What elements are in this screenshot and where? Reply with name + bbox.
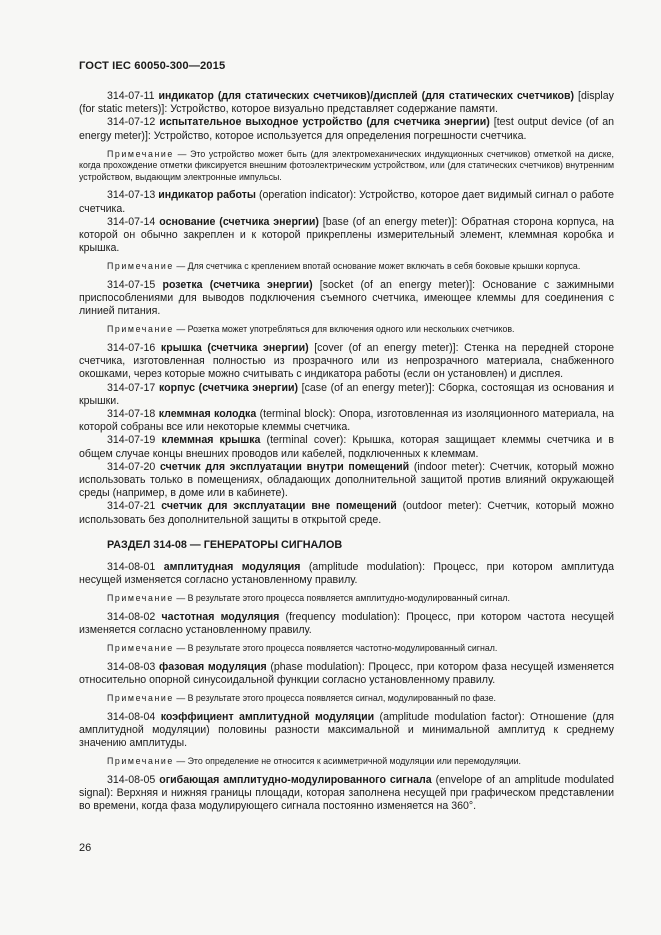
term-entry bbox=[79, 561, 614, 587]
term-name: клеммная колодка bbox=[158, 407, 257, 420]
term-number: 314-07-12 bbox=[107, 116, 156, 129]
term-name: испытательное выходное устройство (для счетчика энергии) bbox=[159, 116, 490, 129]
term-name: корпус (счетчика энергии) bbox=[158, 381, 298, 394]
term-entry bbox=[79, 382, 614, 408]
term-number: 314-08-04 bbox=[107, 710, 156, 723]
term-definition: [test output device (of an energy meter)]: Устройство, которое используется для определения погрешности счетчика. bbox=[79, 116, 614, 142]
term-number: 314-07-17 bbox=[107, 381, 156, 394]
term-entry bbox=[79, 611, 614, 637]
section-title: РАЗДЕЛ 314-08 — ГЕНЕРАТОРЫ СИГНАЛОВ bbox=[107, 538, 343, 551]
note bbox=[79, 643, 614, 655]
page-number: 26 bbox=[79, 842, 92, 854]
term-name: коэффициент амплитудной модуляции bbox=[160, 710, 375, 723]
term-entry bbox=[79, 661, 614, 687]
term-definition: (terminal cover): Крышка, которая защищает клеммы счетчика и в общем случае концы внешних проводов или кабелей, подключенных к клеммам. bbox=[79, 434, 614, 460]
note-label: Примечание bbox=[107, 593, 174, 604]
term-definition: [cover (of an energy meter)]: Стенка на передней стороне счетчика, изготовленная полностью из прозрачного или из непрозрачного материала, снабженного окошками, через которые можно считывать с индикатора работы (если он установлен) и дисплея. bbox=[79, 341, 614, 381]
term-name: клеммная крышка bbox=[161, 434, 261, 447]
term-entry bbox=[79, 774, 614, 814]
note bbox=[79, 756, 614, 768]
term-number: 314-07-13 bbox=[107, 189, 156, 202]
note bbox=[79, 149, 614, 184]
term-definition: [socket (of an energy meter)]: Основание с зажимными приспособлениями для выводов подключения съемного счетчика, имеющее клеммы для соединения с линией питания. bbox=[79, 278, 614, 318]
note bbox=[79, 693, 614, 705]
term-name: счетчик для эксплуатации внутри помещений bbox=[160, 460, 410, 473]
note-label: Примечание bbox=[107, 693, 174, 703]
note-text: — В результате этого процесса появляется частотно-модулированный сигнал. bbox=[173, 643, 498, 654]
note-text: — Для счетчика с креплением впотай основание может включать в себя боковые крышки корпуса. bbox=[173, 261, 581, 272]
note-label: Примечание bbox=[107, 324, 174, 335]
term-definition: (frequency modulation): Процесс, при котором частота несущей изменяется согласно установленному правилу. bbox=[79, 610, 615, 636]
note-label: Примечание bbox=[107, 756, 174, 767]
term-entry bbox=[79, 461, 614, 501]
term-entry bbox=[79, 216, 614, 256]
term-definition: (amplitude modulation): Процесс, при котором амплитуда несущей изменяется согласно установленному правилу. bbox=[79, 560, 615, 586]
term-number: 314-07-11 bbox=[107, 90, 155, 102]
term-number: 314-08-03 bbox=[107, 660, 156, 673]
document-header: ГОСТ IEC 60050-300—2015 bbox=[79, 60, 226, 72]
note-text: — Это устройство может быть (для электромеханических индукционных счетчиков) отметкой на диске, когда прохождение отметки фиксируется внешним фотоэлектрическим устройством, или (для статических счетчиков) внутренним устройством, выдающим электронные импульсы. bbox=[79, 148, 614, 182]
term-number: 314-08-01 bbox=[107, 560, 156, 573]
term-name: частотная модуляция bbox=[161, 610, 280, 623]
term-name: розетка (счетчика энергии) bbox=[162, 278, 313, 291]
note-label: Примечание bbox=[107, 261, 174, 272]
term-name: крышка (счетчика энергии) bbox=[160, 341, 309, 354]
term-entry bbox=[79, 711, 614, 751]
term-number: 314-07-20 bbox=[107, 460, 156, 473]
term-definition: (amplitude modulation factor): Отношение (для амплитудной модуляции) половины разности максимальной и минимальной амплитуд к среднему значению амплитуды. bbox=[79, 710, 614, 749]
document-body bbox=[79, 90, 614, 813]
term-number: 314-07-16 bbox=[107, 341, 156, 354]
note-text: — Это определение не относится к асимметричной модуляции или перемодуляции. bbox=[173, 756, 521, 767]
term-definition: [display (for static meters)]: Устройство, которое визуально представляет содержание памяти. bbox=[79, 90, 614, 116]
term-entry bbox=[79, 116, 614, 142]
term-definition: (envelope of an amplitude modulated signal): Верхняя и нижняя границы площади, которая заполнена несущей при графическом представлении во времени, когда фаза модулирующего сигнала постоянно изменяется на 360°. bbox=[79, 773, 614, 813]
term-definition: (operation indicator): Устройство, которое дает видимый сигнал о работе счетчика. bbox=[79, 189, 614, 215]
term-definition: (outdoor meter): Счетчик, который можно использовать без дополнительной защиты в открытой среде. bbox=[79, 500, 614, 526]
term-number: 314-08-05 bbox=[107, 773, 156, 786]
term-number: 314-07-21 bbox=[107, 500, 156, 513]
note bbox=[79, 261, 614, 273]
term-entry bbox=[79, 279, 614, 319]
term-name: индикатор работы bbox=[158, 189, 256, 202]
term-entry bbox=[79, 342, 614, 382]
term-number: 314-07-19 bbox=[107, 434, 156, 447]
term-definition: (phase modulation): Процесс, при котором фаза несущей изменяется относительно опорной синусоидальной функции согласно установленному правилу. bbox=[79, 660, 614, 686]
note-text: — В результате этого процесса появляется сигнал, модулированный по фазе. bbox=[173, 693, 496, 703]
term-name: амплитудная модуляция bbox=[163, 560, 301, 573]
note-label: Примечание bbox=[107, 643, 174, 654]
term-name: основание (счетчика энергии) bbox=[159, 215, 319, 228]
note bbox=[79, 324, 614, 336]
term-name: счетчик для эксплуатации вне помещений bbox=[161, 500, 397, 513]
note-text: — Розетка может употребляться для включения одного или нескольких счетчиков. bbox=[173, 324, 515, 335]
term-entry bbox=[79, 434, 614, 460]
term-entry bbox=[79, 189, 614, 215]
note-label: Примечание bbox=[107, 148, 174, 159]
term-entry bbox=[79, 90, 614, 116]
term-number: 314-07-15 bbox=[107, 278, 156, 291]
term-number: 314-08-02 bbox=[107, 610, 156, 623]
term-name: индикатор (для статических счетчиков)/дисплей (для статических счетчиков) bbox=[158, 90, 575, 102]
term-entry bbox=[79, 500, 614, 526]
term-number: 314-07-18 bbox=[107, 407, 156, 420]
term-definition: (indoor meter): Счетчик, который можно использовать только в помещениях, обладающих дополнительной защитой против влияний окружающей среды (например, в доме или в кабинете). bbox=[79, 460, 614, 500]
note bbox=[79, 593, 614, 605]
term-definition: (terminal block): Опора, изготовленная из изоляционного материала, на которой собраны все или некоторые клеммы счетчика. bbox=[79, 407, 614, 434]
term-definition: [base (of an energy meter)]: Обратная сторона корпуса, на которой он обычно закреплен и к которой прикреплены измерительный элемент, клеммная коробка и крышка. bbox=[79, 215, 614, 255]
term-number: 314-07-14 bbox=[107, 215, 156, 228]
term-definition: [case (of an energy meter)]: Сборка, состоящая из основания и крышки. bbox=[79, 381, 614, 407]
term-name: фазовая модуляция bbox=[159, 660, 267, 673]
term-entry bbox=[79, 408, 614, 434]
note-text: — В результате этого процесса появляется амплитудно-модулированный сигнал. bbox=[173, 593, 510, 604]
term-name: огибающая амплитудно-модулированного сигнала bbox=[159, 773, 432, 786]
